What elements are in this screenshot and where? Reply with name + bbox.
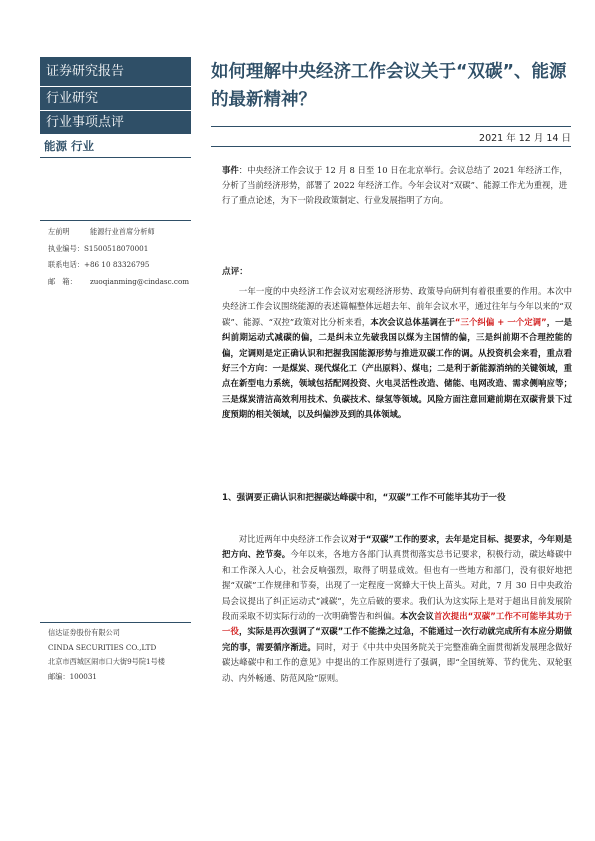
report-date: 2021 年 12 月 14 日: [479, 133, 571, 144]
analyst-cert-row: [48, 241, 198, 258]
company-name-cn: 信达证券股份有限公司: [48, 628, 120, 637]
sub-category-label: 行业事项点评: [40, 111, 191, 135]
company-name-en: CINDA SECURITIES CO.,LTD: [48, 642, 157, 652]
cert-value: S1500518070001: [83, 243, 149, 253]
phone-label: 联系电话：: [48, 260, 84, 269]
analyst-title: 能源行业首席分析师: [90, 227, 155, 236]
sidebar: [40, 57, 191, 158]
phone-value: +86 10 83326795: [83, 260, 150, 269]
company-address: 北京市西城区闹市口大街9号院1号楼: [48, 657, 165, 666]
email-link[interactable]: zuoqianming@cindasc.com: [90, 276, 190, 286]
section1-heading: 1、强调要正确认识和把握碳达峰碳中和，“双碳”工作不可能毕其功于一役: [222, 493, 506, 503]
company-postcode: 邮编：100031: [48, 671, 98, 681]
section1-text-b: 对于“双碳”工作的要求，去年是定目标、提要求，今年则是把方向、控节奏。: [222, 534, 572, 560]
company-info: [48, 626, 198, 684]
date-divider: [211, 146, 571, 147]
analyst-contacts: [48, 224, 198, 290]
category-label: 行业研究: [40, 87, 191, 111]
event-label: 事件: [222, 165, 239, 175]
comment-text-b: 本次会议总体基调在于: [370, 316, 455, 327]
report-type-label: 证券研究报告: [40, 57, 191, 87]
section1-text-e: ，实际是再次强调了“双碳”工作不能操之过急，不能通过一次行动就完成所有本应分期做完的事，需要循序渐进。: [222, 626, 572, 652]
section1-text-f: 同时，对于《中共中央国务院关于完整准确全面贯彻新发展理念做好碳达峰碳中和工作的意见》中提出的工作原则进行了强调，即“全国统筹、节约优先、双轮驱动、内外畅通、防范风险”原则。: [222, 641, 573, 683]
event-paragraph: [222, 163, 572, 208]
section1-highlight: 首次提出“双碳”工作不可能毕其功于一役: [222, 611, 573, 637]
cert-label: 执业编号：: [48, 243, 84, 253]
company-divider: [40, 622, 191, 623]
comment-text-c: ，一是纠前期运动式减碳的偏，二是纠未立先破我国以煤为主国情的偏，三是纠前期不合理控能的偏，定调则是定正确认识和把握我国能源形势与推进双碳工作的调。从投资机会来看，重点看好三个方向：一是煤炭、现代煤化工（产出原料）、煤电；二是利于新能源消纳的关键领域，重点在新型电力系统，领域包括配网投资、火电灵活性改造、储能、电网改造、需求侧响应等；三是煤炭清洁高效利用技术、负碳技术、绿氢等领域。风险方面注意回避前期在双碳背景下过度预期的相关领域，以及纠偏涉及到的具体领域。: [222, 316, 573, 420]
analyst-name: 左前明: [48, 227, 70, 236]
comment-highlight: “三个纠偏 + 一个定调”: [454, 316, 547, 327]
event-text: ：中央经济工作会议于 12 月 8 日至 10 日在北京举行。会议总结了 2021 年经济工作，分析了当前经济形势，部署了 2022 年经济工作。今年会议对“双碳”、能源工作尤为重视，进行了重点论述，为下一阶段政策制定、行业发展指明了方向。: [222, 165, 568, 205]
analyst-name-row: [48, 224, 198, 241]
section1-text-a: 对比近两年中央经济工作会议: [238, 534, 349, 544]
comment-paragraph: [222, 284, 572, 423]
section1-paragraph: [222, 532, 572, 686]
email-label: 邮 箱：: [48, 276, 77, 286]
analyst-phone-row: [48, 257, 198, 274]
contacts-divider: [40, 220, 191, 221]
title-divider: [211, 126, 571, 127]
report-title: 如何理解中央经济工作会议关于“双碳”、能源的最新精神？: [211, 62, 567, 110]
section1-text-c: 今年以来，各地方各部门认真贯彻落实总书记要求，积极行动，碳达峰碳中和工作深入人心，社会反响强烈，取得了明显成效。但也有一些地方和部门，没有很好地把握“双碳”工作规律和节奏，出现了一定程度一窝蜂大干快上苗头。对此，7 月 30 日中央政治局会议提出了纠正运动式“减碳”，先立后破的要求。我们认为这实际上是对于超出目前发展阶段而采取不切实际行动的一次明确警告和纠偏。: [222, 549, 573, 622]
comment-label: 点评：: [222, 267, 248, 277]
sector-label: 能源 行业: [40, 135, 191, 158]
section1-text-d: 本次会议: [399, 611, 434, 622]
comment-text-a: 一年一度的中央经济工作会议对宏观经济形势、政策导向研判有着很重要的作用。本次中央经济工作会议围绕能源的表述篇幅整体远超去年、前年会议水平，通过往年与今年以来的“双碳”、能源、“双控”政策对比分析来看，: [222, 286, 572, 327]
analyst-email-row: [48, 274, 198, 291]
